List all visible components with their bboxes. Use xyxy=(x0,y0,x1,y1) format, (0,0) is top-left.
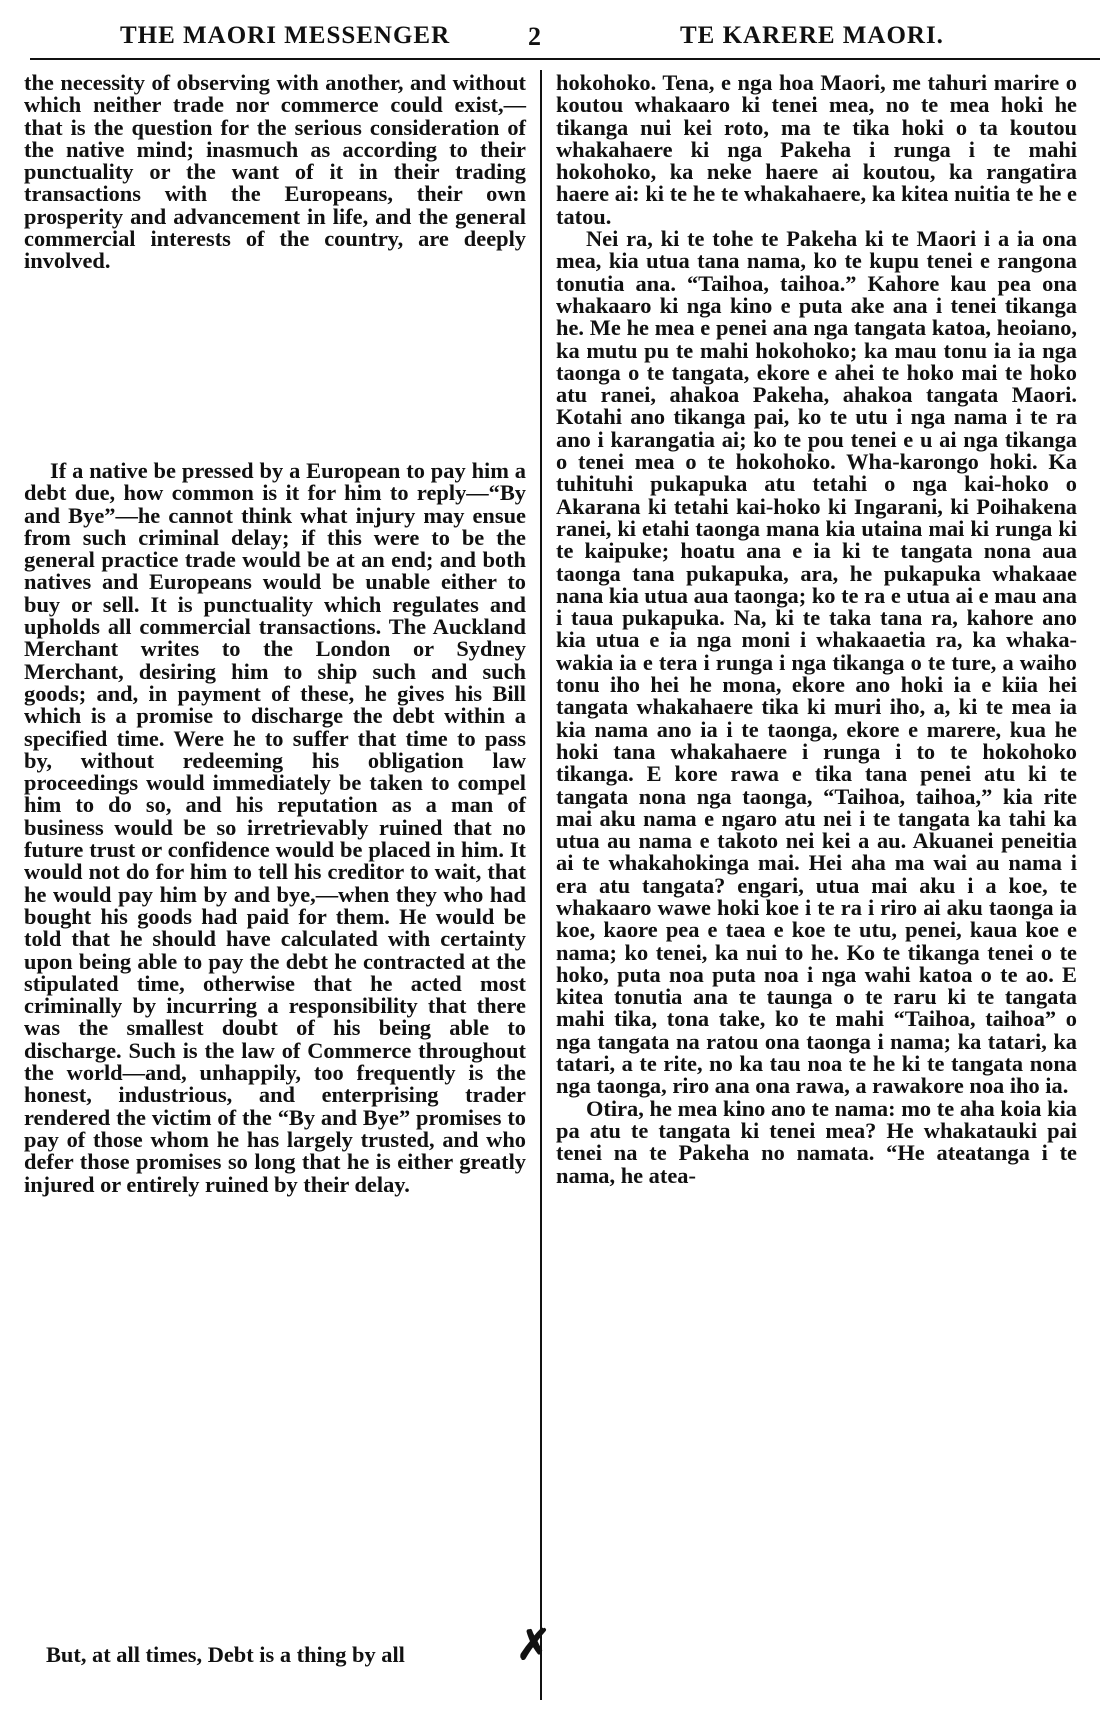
english-paragraph: But, at all times, Debt is a thing by all xyxy=(46,1642,405,1667)
maori-title: TE KARERE MAORI. xyxy=(680,22,944,49)
english-title: THE MAORI MESSENGER xyxy=(120,22,451,49)
right-column xyxy=(556,72,1077,1187)
left-column-main xyxy=(24,460,526,1196)
column-divider xyxy=(540,70,542,1700)
page-number: 2 xyxy=(528,22,542,51)
left-column-last xyxy=(46,1644,536,1666)
margin-cross-mark: ✗ xyxy=(516,1623,552,1669)
english-paragraph: the necessity of observing with another, and without which neither trade nor commerce could exist,—that is the question for the serious consideration of the native mind; inasmuch as according to their punctuality or the want of it in their trading transactions with the Europeans, their own prosperity and advancement in life, and the general commercial interests of the country, are deeply involved. xyxy=(24,70,526,274)
maori-paragraph: hokohoko. Tena, e nga hoa Maori, me tahuri marire o koutou whakaaro ki tenei mea, no te mea hoki he tikanga nui kei roto, ma te tika hoki o ta koutou whakahaere ki nga Pakeha i runga i te mahi hokohoko, ka neke haere ai koutou, ka rangatira haere ai: ki te he te whakahaere, ka kitea nuitia te he e tatou. xyxy=(556,70,1077,229)
maori-paragraph: Otira, he mea kino ano te nama: mo te aha koia kia pa atu te tangata ki tenei mea? He whakatauki pai tenei na te Pakeha no namata. “He ateatanga i te nama, he atea- xyxy=(556,1095,1077,1188)
maori-paragraph: Nei ra, ki te tohe te Pakeha ki te Maori i a ia ona mea, kia utua tana nama, ko te kupu tenei e rangona tonutia ana. “Taihoa, taihoa.” Kahore kau pea ona whakaaro ki nga kino e puta ake ana i tenei tikanga he. Me he mea e penei ana nga tangata katoa, heoiano, ka mutu pu te mahi hokohoko; ka mau tonu ia ia nga taonga o te tangata, ekore e ahei te hoko mai te hoko atu ranei, ahakoa Pakeha, ahakoa tangata Maori. Kotahi ano tikanga pai, ko te utu i nga nama i te ra ano i karangatia ai; ko te pou tenei e u ai nga tikanga o tenei mea o te hokohoko. Wha-karongo hoki. Ka tuhituhi pukapuka atu tetahi o nga kai-hoko o Akarana ki tetahi kai-hoko ki Ingarani, ki Poihakena ranei, ki etahi taonga mana kia utaina mai ki runga ki te kaipuke; hoatu ana e ia ki te tangata nona aua taonga tana pukapuka, ara, he pukapuka whakaae nana kia utua aua taonga; ko te ra e utua ai e mau ana i taua pukapuka. Na, ki te taka tana ra, kahore ano kia utua e ia nga moni i whakaaetia ra, ka whaka-wakia ia e tera i runga i nga tikanga o te ture, a waiho tonu iho hei he mona, ekore ano hoki ia e kiia hei tangata whakahaere tika ki muri iho, a, ki te mea ia kia nama ano ia i te taonga, ekore e marere, kua he hoki tana whakahaere i runga i to te hokohoko tikanga. E kore rawa e tika tana penei atu ki te tangata nona nga taonga, “Taihoa, taihoa,” kia rite mai aku nama e ngaro atu nei i te tangata ka tahi ka utua au nama e takoto nei kei a au. Akuanei peneitia ai te whakahokinga mai. Hei aha ma wai au nama i era atu tangata? engari, utua mai aku i a koe, te whakaaro wawe hoki koe i te ra i riro ai aku taonga ia koe, kaore pea e taea e koe te utu, penei, kaua koe e nama; ko tenei, ka nui to he. Ko te tikanga tenei o te hoko, puta noa puta noa i nga wahi katoa o te ao. E kitea tonutia ana te taunga o te raru ki te tangata mahi tika, tona take, ko te mahi “Taihoa, taihoa” o nga tangata na ratou ona taonga i nama; ka tatari, ka tatari, a te rite, no ka tau noa te he ki te tangata nona nga taonga, riro ana ona rawa, a rawakore noa iho ia. xyxy=(556,226,1077,1099)
english-paragraph: If a native be pressed by a European to pay him a debt due, how common is it for him to reply—“By and Bye”—he cannot think what injury may ensue from such criminal delay; if this were to be the general practice trade would be at an end; and both natives and Europeans would be unable either to buy or sell. It is punctuality which regulates and upholds all commercial transactions. The Auckland Merchant writes to the London or Sydney Merchant, desiring him to ship such and such goods; and, in payment of these, he gives his Bill which is a promise to discharge the debt within a specified time. Were he to suffer that time to pass by, without redeeming his obligation law proceedings would immediately be taken to compel him to do so, and his reputation as a man of business would be so irretrievably ruined that no future trust or confidence would be placed in him. It would not do for him to tell his creditor to wait, that he would pay him by and bye,—when they who had bought his goods had paid for them. He would be told that he should have calculated with certainty upon being able to pay the debt he contracted at the stipulated time, otherwise that he acted most criminally by incurring a responsibility that there was the smallest doubt of his being able to discharge. Such is the law of Commerce throughout the world—and, unhappily, too frequently is the honest, industrious, and enterprising trader rendered the victim of the “By and Bye” promises to pay of those whom he has largely trusted, and who defer those promises so long that he is either greatly injured or entirely ruined by their delay. xyxy=(24,458,526,1197)
header-rule xyxy=(30,58,1100,60)
left-column-continuation xyxy=(24,72,526,273)
